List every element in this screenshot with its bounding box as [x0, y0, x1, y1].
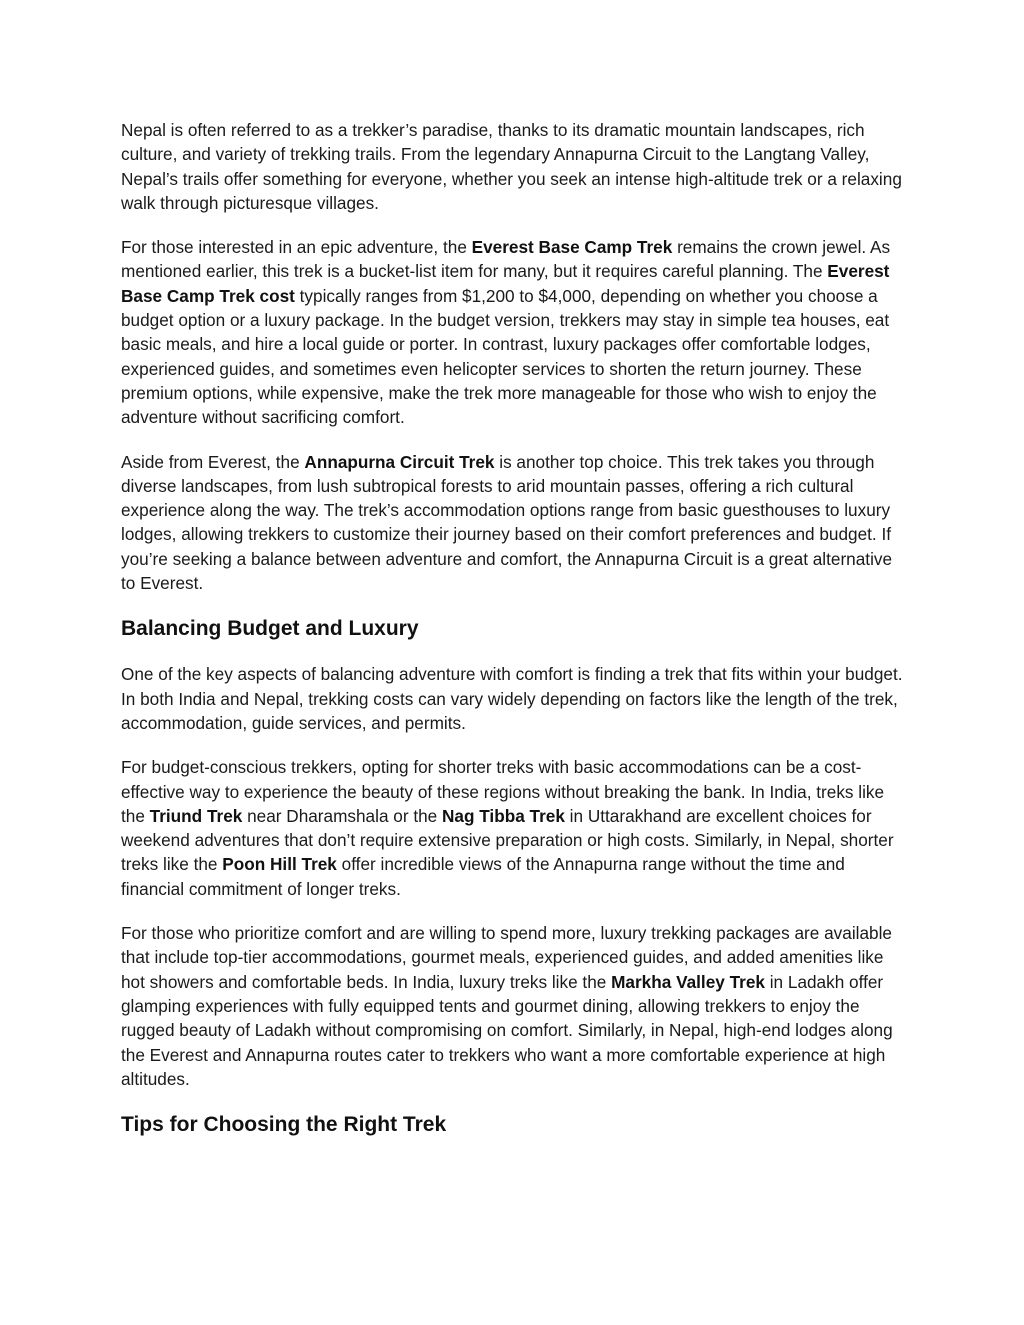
bold-everest-base-camp-trek: Everest Base Camp Trek: [471, 237, 673, 258]
paragraph-text: in Ladakh offer glamping experiences with fully equipped tents and gourmet dining, allowing trekkers to enjoy the rugged beauty of Ladakh without compromising on comfort. Similarly, in Nepal, high-end lodges along the Everest and Annapurna routes cater to trekkers who want a more comfortable experience at high altitudes.: [121, 971, 893, 1089]
paragraph-text: offer incredible views of the Annapurna range without the time and financial commitment of longer treks.: [121, 854, 845, 899]
paragraph-text: For those who prioritize comfort and are willing to spend more, luxury trekking packages are available that include top-tier accommodations, gourmet meals, experienced guides, and added amenities like hot showers and comfortable beds. In India, luxury treks like the: [121, 923, 892, 992]
paragraph-text: near Dharamshala or the: [242, 805, 442, 826]
bold-annapurna-circuit-trek: Annapurna Circuit Trek: [304, 451, 495, 472]
bold-markha-valley-trek: Markha Valley Trek: [611, 971, 765, 992]
document-page: [121, 118, 911, 1157]
bold-nag-tibba-trek: Nag Tibba Trek: [442, 805, 565, 826]
bold-triund-trek: Triund Trek: [149, 805, 243, 826]
bold-poon-hill-trek: Poon Hill Trek: [222, 854, 337, 875]
paragraph-text: One of the key aspects of balancing adventure with comfort is finding a trek that fits within your budget. In both India and Nepal, trekking costs can vary widely depending on factors like the length of the trek, accommodation, guide services, and permits.: [121, 664, 903, 733]
paragraph-budget-aspects: [121, 662, 911, 735]
paragraph-nepal-intro: [121, 118, 911, 215]
paragraph-text: is another top choice. This trek takes you through diverse landscapes, from lush subtropical forests to arid mountain passes, offering a rich cultural experience along the way. The trek’s accommodation options range from basic guesthouses to luxury lodges, allowing trekkers to customize their journey based on their comfort preferences and budget. If you’re seeking a balance between adventure and comfort, the Annapurna Circuit is a great alternative to Everest.: [121, 451, 893, 594]
paragraph-text: For those interested in an epic adventure, the: [121, 237, 472, 258]
bold-everest-base-camp-trek-cost: Everest Base Camp Trek cost: [121, 261, 890, 306]
heading-tips-choosing-trek: Tips for Choosing the Right Trek: [121, 1113, 447, 1137]
paragraph-luxury-treks: [121, 921, 911, 1091]
paragraph-text: remains the crown jewel. As mentioned earlier, this trek is a bucket-list item for many, but it requires careful planning. The: [121, 237, 891, 282]
paragraph-text: typically ranges from $1,200 to $4,000, depending on whether you choose a budget option or a luxury package. In the budget version, trekkers may stay in simple tea houses, eat basic meals, and hire a local guide or porter. In contrast, luxury packages offer comfortable lodges, experienced guides, and sometimes even helicopter services to shorten the return journey. These premium options, while expensive, make the trek more manageable for those who wish to enjoy the adventure without sacrificing comfort.: [121, 285, 890, 428]
paragraph-text: in Uttarakhand are excellent choices for weekend adventures that don’t require extensive preparation or high costs. Similarly, in Nepal, shorter treks like the: [121, 805, 894, 875]
paragraph-text: Nepal is often referred to as a trekker’s paradise, thanks to its dramatic mountain landscapes, rich culture, and variety of trekking trails. From the legendary Annapurna Circuit to the Langtang Valley, Nepal’s trails offer something for everyone, whether you seek an intense high-altitude trek or a relaxing walk through picturesque villages.: [121, 120, 902, 213]
paragraph-text: Aside from Everest, the: [121, 451, 305, 472]
paragraph-text: For budget-conscious trekkers, opting for shorter treks with basic accommodations can be a cost-effective way to experience the beauty of these regions without breaking the bank. In India, treks like the: [121, 757, 885, 826]
paragraph-everest-base-camp: [121, 235, 911, 429]
paragraph-annapurna-circuit: [121, 450, 911, 596]
paragraph-budget-treks: [121, 755, 911, 901]
heading-balancing-budget-luxury: Balancing Budget and Luxury: [121, 617, 419, 641]
